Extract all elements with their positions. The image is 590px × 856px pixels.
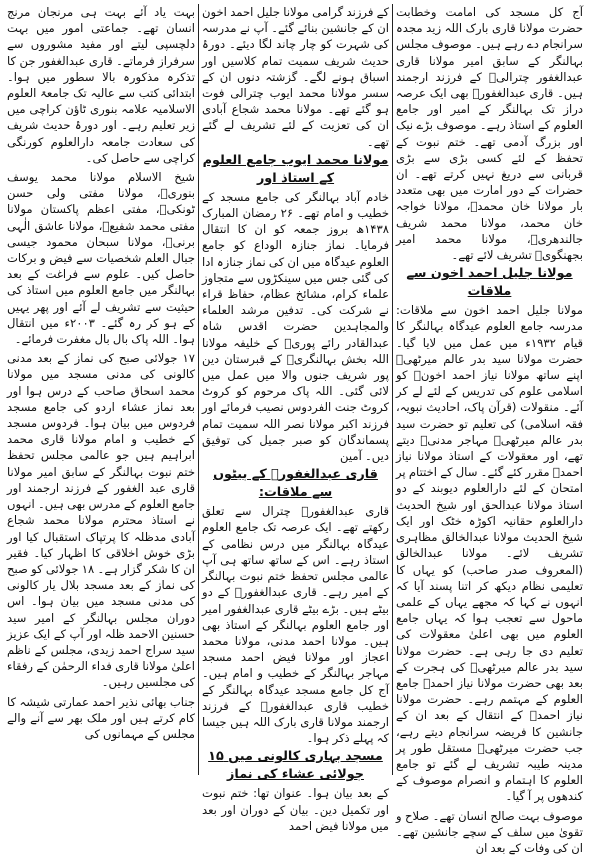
section-heading: مسجد بہاری کالونی میں ۱۵ جولائی عشاء کی نماز xyxy=(208,749,383,783)
paragraph: موصوف بہت صالح انسان تھے۔ صلاح و تقویٰ میں سلف کے سچے جانشین تھے۔ ان کی وفات کے بعد ان xyxy=(396,808,583,855)
paragraph: بہت یاد آئے بہت ہی مرنجان مرنج انسان تھے۔ جماعتی امور میں بہت دلچسپی لیتے اور مفید مشوروں سے سرفراز فرماتے۔ قاری عبدالغفور جن کا تذکرہ مذکورہ بالا سطور میں ہوا۔ ابتدائی کتب سے عالیہ تک جامعۃ العلوم الاسلامیہ علامہ بنوری ٹاؤن کراچی میں زیر تعلیم رہے۔ اور دورۂ حدیث شریف کی سعادت جامعہ دارالعلوم کورنگی کراچی سے حاصل کی۔ xyxy=(7,5,195,165)
paragraph: آج کل مسجد کی امامت وخطابت حضرت مولانا قاری بارک اللہ زید مجدہ سرانجام دے رہے ہیں۔ موصوف مجلس بہالنگر کے سابق امیر مولانا قاری عبدالغفور چترالیؒ کے فرزند ارجمند ہیں۔ قاری عبدالغفورؒ بھی ایک عرصہ دراز تک بہالنگر کے امیر اور جامع العلوم کے استاذ رہے۔ موصوف بڑے نیک اور بزرگ آدمی تھے۔ ختم نبوت کے تحفظ کے لئے کسی بڑی سے بڑی قربانی سے دریغ نہیں کرتے تھے۔ ان حضرات کے دور امارت میں بھی متعدد بار مولانا خان محمدؒ، مولانا خواجہ خان محمد، مولانا محمد شریف جالندھریؒ، مولانا محمد امیر بجھنگویؒ تشریف لائے تھے۔ xyxy=(396,5,583,263)
section-heading: مولانا جلیل احمد اخون سے ملاقات xyxy=(406,266,573,300)
paragraph: کے بعد بیان ہوا۔ عنوان تھا: ختم نبوت اور تکمیل دین۔ بیان کے دوران اور بعد میں مولانا فیض احمد xyxy=(202,786,389,833)
paragraph: کے فرزند گرامی مولانا جلیل احمد اخون ان کے جانشین بنائے گئے۔ آپ نے مدرسہ کی شہرت کو چار چاند لگا دیئے۔ دورۂ حدیث شریف سمیت تمام کلاسیں اور اسباق ہونے لگے۔ گزشتہ دنوں ان کے سسر مولانا محمد ایوب چترالی فوت ہو گئے تھے۔ مولانا محمد شجاع آبادی ان کی تعزیت کے لئے تشریف لے گئے تھے۔ xyxy=(202,5,389,149)
paragraph: مولانا جلیل احمد اخون سے ملاقات: مدرسہ جامع العلوم عیدگاہ بہالنگر کا قیام ۱۹۳۲ء میں عمل میں لایا گیا۔ حضرت مولانا سید بدر عالم میرٹھیؒ اپنے ساتھ مولانا نیاز احمد اخونؒ کو اسلامی علوم کی تدریس کے لئے لے کر آئے۔ منقولات (قرآن پاک، احادیث نبویہ، فقہ اسلامی) کی تعلیم تو حضرت سید بدر عالم میرٹھیؒ مہاجر مدنیؒ دیتے تھے، اور معقولات کے استاذ مولانا نیاز احمدؒ مقرر کئے گئے۔ سال کے اختتام پر امتحان کے لئے دارالعلوم دیوبند کے دو استاذ مولانا عبدالحق اور شیخ الحدیث دارالعلوم حقانیہ اکوڑہ خٹک اور ایک شیخ الحدیث مولانا عبدالخالق مظاہری تشریف لائے۔ مولانا عبدالخالق (المعروف صدر صاحب) کو یہاں کا تعلیمی نظام دیکھ کر اتنا پسند آیا کہ انہوں نے کہا کہ مجھے یہاں کے علمی ماحول سے تعجب ہوا کہ یہاں جامع العلوم میں بھی اعلیٰ معقولات کی تعلیم دی جا رہی ہے۔ حضرت مولانا سید بدر عالم میرٹھیؒ کی ہجرت کے بعد بھی حضرت مولانا نیاز احمدؒ جامع العلوم کے مہتمم رہے۔ حضرت مولانا نیاز احمدؒ کے انتقال کے بعد ان کے جانشین کا فریضہ سرانجام دیتے رہے، جب حضرت میرٹھیؒ مستقل طور پر مدینہ طیبہ تشریف لے گئے تو جامع العلوم کا اہتمام و انصرام موصوف کے کندھوں پر آ گیا۔ xyxy=(396,303,584,804)
paragraph: شیخ الاسلام مولانا محمد یوسف بنوریؒ، مولانا مفتی ولی حسن ٹونکیؒ، مفتی اعظم پاکستان مولانا مفتی محمد شفیعؒ، مولانا عاشق الٰہی برنیؒ، مولانا سبحان محمود جیسی جبال العلم شخصیات سے فیض و برکات حاصل کیں۔ علوم سے فراغت کے بعد بہالنگر میں جامع العلوم میں استاذ کی حیثیت سے تشریف لے آئے اور پھر یہیں کے ہو کر رہ گئے۔ ۲۰۰۳ء میں انتقال ہوا۔ اللہ پاک بال بال مغفرت فرمائے۔ xyxy=(7,170,196,347)
column-left xyxy=(4,4,198,775)
section-heading: قاری عبدالغفورؒ کے بیٹوں سے ملاقات: xyxy=(213,467,378,501)
section-heading: مولانا محمد ایوب جامع العلوم کے استاذ اور xyxy=(202,152,389,186)
paragraph: ۱۷ جولائی صبح کی نماز کے بعد مدنی کالونی کی مدنی مسجد میں مولانا محمد اسحاق صاحب کے درس ہوا اور بعد نماز عشاء اردو کی جامع مسجد فردوس میں بیان ہوا۔ فردوس مسجد کے خطیب و امام مولانا قاری محمد ابراہیم ہیں جو عالمی مجلس تحفظ ختم نبوت بہالنگر کے سابق امیر مولانا قاری عبد الغفور کے فرزند ارجمند اور جامع العلوم کے مدرس بھی ہیں۔ انہوں نے استاذ محترم مولانا محمد شجاع آبادی مدظلہ کا پرتپاک استقبال کیا اور بڑی خوش اخلاقی کا اظہار کیا۔ فقیر ان کا شکر گزار ہے۔ ۱۸ جولائی کو صبح کی نماز کے بعد مسجد بلال یار کالونی کی مدنی مسجد میں بیان ہوا۔ اس دوران مجلس بہالنگر کے امیر سید حسنین الاحمد ظلہ اور آپ کے ایک عزیز سید سراج احمد زیدی، مجلس کے ناظم اعلیٰ مولانا قاری فداء الرحمٰن کے رفقاء کی مجلسیں رہیں۔ xyxy=(7,351,195,690)
paragraph: جناب بھائی نذیر احمد عمارتی شیشہ کا کام کرتے ہیں اور ملک بھر سے آنے والے مجلس کے مہمانوں کی xyxy=(7,694,195,741)
column-middle xyxy=(198,4,392,833)
paragraph: خادم آباد بہالنگر کی جامع مسجد کے خطیب و امام تھے۔ ۲۶ رمضان المبارک ۱۴۳۸ھ بروز جمعہ کو ان کا انتقال فرمایا۔ نماز جنازہ الوداع کو جامع العلوم عیدگاہ میں ان کی نماز جنازہ ادا کی گئی جس میں سینکڑوں سے متجاوز علماء کرام، مشائخ عظام، حفاظ قراء نے شرکت کی۔ تدفین مرشد العلماء والمجاہدین حضرت اقدس شاہ عبدالقادر رائے پوریؒ کے خلیفہ مولانا اللہ بخش بہالنگریؒ کے قبرستان دین پور شریف جنوں والا میں عمل میں لائی گئی۔ اللہ پاک مرحوم کو کروٹ کروٹ جنت الفردوس نصیب فرمائے اور فرزند اکبر مولانا نصر اللہ سمیت تمام پسماندگان کو صبر جمیل کی توفیق دیں۔ آمین xyxy=(202,189,389,464)
column-right xyxy=(392,4,586,855)
paragraph: قاری عبدالغفورؒ چترال سے تعلق رکھتے تھے۔ ایک عرصہ تک جامع العلوم عیدگاہ بہالنگر میں درس نظامی کے استاذ رہے۔ اس کے ساتھ ساتھ ہی آپ عالمی مجلس تحفظ ختم نبوت بہالنگر کے امیر رہے۔ قاری عبدالغفورؒ کے دو بیٹے ہیں۔ بڑے بیٹے قاری عبدالغفور امیر اور جامع العلوم بہالنگر کے استاذ بھی ہیں۔ مولانا احمد مدنی، مولانا محمد اعجاز اور مولانا فیض احمد مسجد مہاجر بہالنگر کے خطیب و امام ہیں۔ آج کل جامع مسجد عیدگاہ بہالنگر کے خطیب قاری عبدالغفورؒ کے فرزند ارجمند مولانا قاری بارک اللہ ہیں جیسا کہ پہلے ذکر ہوا۔ xyxy=(202,504,389,746)
